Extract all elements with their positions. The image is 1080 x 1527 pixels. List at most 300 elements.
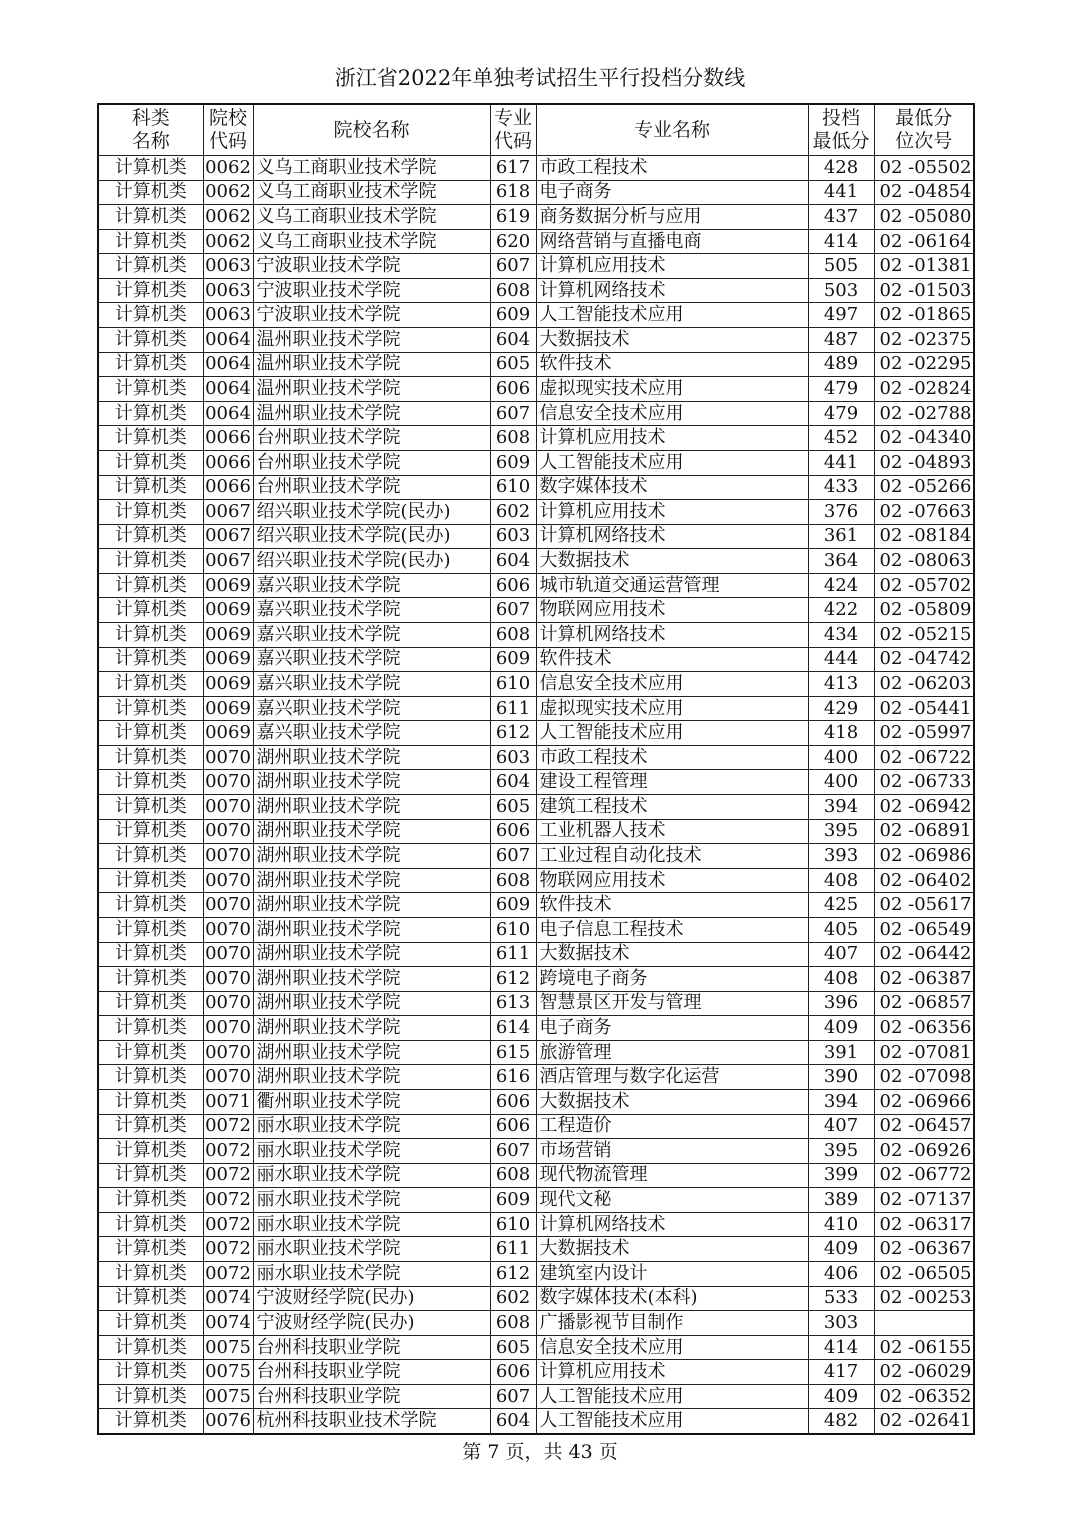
cell-school-name: 丽水职业技术学院 (253, 1212, 490, 1237)
cell-school-code: 0070 (203, 770, 253, 795)
cell-school-code: 0070 (203, 819, 253, 844)
cell-category: 计算机类 (98, 524, 203, 549)
cell-major-code: 608 (490, 622, 536, 647)
cell-major-name: 数字媒体技术(本科) (536, 1286, 808, 1311)
cell-school-code: 0070 (203, 917, 253, 942)
cell-school-code: 0072 (203, 1262, 253, 1287)
cell-major-code: 603 (490, 745, 536, 770)
cell-category: 计算机类 (98, 819, 203, 844)
cell-school-name: 义乌工商职业技术学院 (253, 156, 490, 181)
cell-school-name: 嘉兴职业技术学院 (253, 672, 490, 697)
cell-category: 计算机类 (98, 795, 203, 820)
cell-min-score: 418 (808, 721, 874, 746)
cell-school-name: 湖州职业技术学院 (253, 1065, 490, 1090)
cell-min-rank: 02 -06722 (874, 745, 974, 770)
cell-min-rank: 02 -08063 (874, 549, 974, 574)
cell-school-code: 0062 (203, 180, 253, 205)
cell-school-name: 绍兴职业技术学院(民办) (253, 500, 490, 525)
cell-category: 计算机类 (98, 942, 203, 967)
cell-school-code: 0062 (203, 229, 253, 254)
cell-major-name: 大数据技术 (536, 1089, 808, 1114)
cell-min-rank: 02 -02641 (874, 1409, 974, 1434)
cell-school-name: 宁波职业技术学院 (253, 254, 490, 279)
cell-school-name: 嘉兴职业技术学院 (253, 622, 490, 647)
table-row (98, 229, 974, 254)
cell-min-rank: 02 -04340 (874, 426, 974, 451)
cell-major-code: 608 (490, 426, 536, 451)
cell-school-code: 0072 (203, 1114, 253, 1139)
table-row (98, 647, 974, 672)
cell-major-code: 608 (490, 1311, 536, 1336)
table-row (98, 303, 974, 328)
cell-min-rank: 02 -07663 (874, 500, 974, 525)
cell-min-rank: 02 -06926 (874, 1139, 974, 1164)
cell-school-name: 湖州职业技术学院 (253, 795, 490, 820)
cell-major-name: 现代文秘 (536, 1188, 808, 1213)
table-row (98, 549, 974, 574)
table-row (98, 893, 974, 918)
cell-major-name: 旅游管理 (536, 1040, 808, 1065)
cell-category: 计算机类 (98, 1139, 203, 1164)
cell-category: 计算机类 (98, 229, 203, 254)
cell-school-name: 台州科技职业学院 (253, 1384, 490, 1409)
page-footer: 第 7 页，共 43 页 (462, 1441, 618, 1463)
table-row (98, 1409, 974, 1434)
cell-category: 计算机类 (98, 622, 203, 647)
cell-school-name: 台州职业技术学院 (253, 450, 490, 475)
cell-major-name: 市政工程技术 (536, 156, 808, 181)
cell-category: 计算机类 (98, 1188, 203, 1213)
cell-min-score: 409 (808, 1016, 874, 1041)
cell-min-rank: 02 -07137 (874, 1188, 974, 1213)
cell-category: 计算机类 (98, 180, 203, 205)
cell-major-code: 610 (490, 475, 536, 500)
cell-min-score: 452 (808, 426, 874, 451)
cell-category: 计算机类 (98, 205, 203, 230)
cell-school-code: 0070 (203, 967, 253, 992)
cell-min-score: 364 (808, 549, 874, 574)
cell-school-code: 0063 (203, 278, 253, 303)
cell-min-score: 409 (808, 1237, 874, 1262)
cell-min-rank: 02 -06387 (874, 967, 974, 992)
cell-min-score: 406 (808, 1262, 874, 1287)
cell-min-score: 503 (808, 278, 874, 303)
cell-min-rank: 02 -02788 (874, 401, 974, 426)
table-row (98, 1212, 974, 1237)
cell-major-name: 城市轨道交通运营管理 (536, 573, 808, 598)
cell-min-score: 395 (808, 819, 874, 844)
cell-school-name: 丽水职业技术学院 (253, 1188, 490, 1213)
cell-category: 计算机类 (98, 1286, 203, 1311)
cell-major-name: 市场营销 (536, 1139, 808, 1164)
cell-min-rank: 02 -06549 (874, 917, 974, 942)
table-row (98, 1089, 974, 1114)
cell-min-rank: 02 -04893 (874, 450, 974, 475)
cell-min-rank: 02 -06352 (874, 1384, 974, 1409)
table-row (98, 795, 974, 820)
cell-min-score: 424 (808, 573, 874, 598)
cell-school-name: 台州职业技术学院 (253, 475, 490, 500)
cell-major-code: 610 (490, 672, 536, 697)
table-row (98, 672, 974, 697)
table-row (98, 524, 974, 549)
cell-major-code: 613 (490, 991, 536, 1016)
cell-min-score: 391 (808, 1040, 874, 1065)
cell-major-code: 605 (490, 795, 536, 820)
cell-major-code: 604 (490, 549, 536, 574)
cell-major-code: 602 (490, 1286, 536, 1311)
cell-school-name: 丽水职业技术学院 (253, 1114, 490, 1139)
cell-min-score: 479 (808, 401, 874, 426)
cell-school-name: 温州职业技术学院 (253, 377, 490, 402)
cell-category: 计算机类 (98, 745, 203, 770)
cell-school-name: 杭州科技职业技术学院 (253, 1409, 490, 1434)
cell-major-name: 大数据技术 (536, 1237, 808, 1262)
cell-major-code: 607 (490, 1384, 536, 1409)
cell-school-code: 0069 (203, 598, 253, 623)
table-row (98, 1016, 974, 1041)
cell-major-code: 606 (490, 1114, 536, 1139)
table-row (98, 278, 974, 303)
cell-school-name: 台州科技职业学院 (253, 1335, 490, 1360)
cell-major-code: 602 (490, 500, 536, 525)
cell-min-score: 487 (808, 328, 874, 353)
cell-min-rank: 02 -05266 (874, 475, 974, 500)
cell-school-code: 0064 (203, 401, 253, 426)
table-row (98, 500, 974, 525)
table-row (98, 942, 974, 967)
cell-major-name: 人工智能技术应用 (536, 303, 808, 328)
cell-category: 计算机类 (98, 549, 203, 574)
cell-min-rank: 02 -06442 (874, 942, 974, 967)
header-school-name: 院校名称 (253, 104, 490, 156)
cell-school-code: 0069 (203, 696, 253, 721)
cell-category: 计算机类 (98, 1262, 203, 1287)
cell-major-name: 工业机器人技术 (536, 819, 808, 844)
cell-min-rank: 02 -06966 (874, 1089, 974, 1114)
cell-school-name: 湖州职业技术学院 (253, 942, 490, 967)
cell-min-score: 394 (808, 795, 874, 820)
cell-school-name: 宁波财经学院(民办) (253, 1311, 490, 1336)
cell-school-code: 0069 (203, 622, 253, 647)
table-row (98, 770, 974, 795)
cell-major-name: 建筑工程技术 (536, 795, 808, 820)
cell-category: 计算机类 (98, 573, 203, 598)
cell-min-rank: 02 -02824 (874, 377, 974, 402)
cell-min-score: 444 (808, 647, 874, 672)
cell-major-code: 610 (490, 1212, 536, 1237)
cell-category: 计算机类 (98, 500, 203, 525)
cell-category: 计算机类 (98, 844, 203, 869)
cell-min-score: 489 (808, 352, 874, 377)
cell-major-code: 610 (490, 917, 536, 942)
cell-school-code: 0072 (203, 1163, 253, 1188)
header-category: 科类 名称 (98, 104, 203, 156)
cell-min-rank: 02 -06164 (874, 229, 974, 254)
cell-min-rank: 02 -01503 (874, 278, 974, 303)
cell-min-rank: 02 -06942 (874, 795, 974, 820)
cell-min-score: 414 (808, 1335, 874, 1360)
cell-min-score: 399 (808, 1163, 874, 1188)
cell-min-score: 410 (808, 1212, 874, 1237)
table-row (98, 868, 974, 893)
cell-school-name: 绍兴职业技术学院(民办) (253, 549, 490, 574)
cell-major-name: 网络营销与直播电商 (536, 229, 808, 254)
cell-major-code: 607 (490, 844, 536, 869)
table-row (98, 967, 974, 992)
cell-school-name: 丽水职业技术学院 (253, 1163, 490, 1188)
cell-school-name: 义乌工商职业技术学院 (253, 180, 490, 205)
cell-major-name: 电子商务 (536, 180, 808, 205)
table-row (98, 819, 974, 844)
cell-major-name: 计算机网络技术 (536, 622, 808, 647)
cell-category: 计算机类 (98, 426, 203, 451)
cell-school-name: 绍兴职业技术学院(民办) (253, 524, 490, 549)
cell-school-name: 嘉兴职业技术学院 (253, 721, 490, 746)
cell-major-code: 618 (490, 180, 536, 205)
cell-category: 计算机类 (98, 1335, 203, 1360)
cell-major-code: 607 (490, 254, 536, 279)
header-major-code: 专业 代码 (490, 104, 536, 156)
cell-min-score: 533 (808, 1286, 874, 1311)
cell-major-name: 虚拟现实技术应用 (536, 696, 808, 721)
table-row (98, 1335, 974, 1360)
cell-min-score: 479 (808, 377, 874, 402)
cell-category: 计算机类 (98, 450, 203, 475)
cell-min-rank: 02 -01865 (874, 303, 974, 328)
cell-min-score: 408 (808, 868, 874, 893)
cell-min-rank: 02 -06986 (874, 844, 974, 869)
cell-category: 计算机类 (98, 967, 203, 992)
cell-major-code: 617 (490, 156, 536, 181)
cell-category: 计算机类 (98, 352, 203, 377)
cell-school-code: 0063 (203, 303, 253, 328)
cell-school-name: 嘉兴职业技术学院 (253, 598, 490, 623)
cell-category: 计算机类 (98, 377, 203, 402)
cell-school-code: 0070 (203, 991, 253, 1016)
cell-major-code: 612 (490, 721, 536, 746)
cell-major-code: 611 (490, 696, 536, 721)
cell-school-code: 0069 (203, 647, 253, 672)
cell-major-name: 市政工程技术 (536, 745, 808, 770)
table-row (98, 254, 974, 279)
cell-school-name: 湖州职业技术学院 (253, 770, 490, 795)
cell-major-code: 614 (490, 1016, 536, 1041)
table-row (98, 622, 974, 647)
cell-min-score: 389 (808, 1188, 874, 1213)
cell-category: 计算机类 (98, 1040, 203, 1065)
cell-major-name: 人工智能技术应用 (536, 1384, 808, 1409)
cell-major-code: 606 (490, 377, 536, 402)
cell-category: 计算机类 (98, 475, 203, 500)
cell-min-rank: 02 -05997 (874, 721, 974, 746)
cell-min-rank: 02 -01381 (874, 254, 974, 279)
cell-min-rank: 02 -06772 (874, 1163, 974, 1188)
cell-min-score: 433 (808, 475, 874, 500)
cell-category: 计算机类 (98, 328, 203, 353)
cell-school-code: 0070 (203, 844, 253, 869)
cell-school-code: 0069 (203, 672, 253, 697)
cell-school-code: 0066 (203, 450, 253, 475)
cell-major-name: 软件技术 (536, 893, 808, 918)
cell-category: 计算机类 (98, 278, 203, 303)
cell-min-rank: 02 -05215 (874, 622, 974, 647)
cell-min-score: 434 (808, 622, 874, 647)
table-row (98, 377, 974, 402)
cell-min-rank: 02 -06402 (874, 868, 974, 893)
cell-major-code: 609 (490, 303, 536, 328)
cell-major-name: 现代物流管理 (536, 1163, 808, 1188)
cell-school-code: 0071 (203, 1089, 253, 1114)
cell-school-code: 0075 (203, 1335, 253, 1360)
cell-school-code: 0064 (203, 377, 253, 402)
cell-school-name: 宁波职业技术学院 (253, 278, 490, 303)
cell-school-code: 0070 (203, 795, 253, 820)
cell-min-rank: 02 -02375 (874, 328, 974, 353)
table-row (98, 328, 974, 353)
cell-major-code: 611 (490, 1237, 536, 1262)
cell-major-name: 人工智能技术应用 (536, 450, 808, 475)
cell-school-code: 0070 (203, 942, 253, 967)
cell-school-name: 丽水职业技术学院 (253, 1262, 490, 1287)
cell-school-name: 嘉兴职业技术学院 (253, 573, 490, 598)
cell-major-code: 606 (490, 1360, 536, 1385)
cell-category: 计算机类 (98, 254, 203, 279)
cell-min-rank: 02 -05441 (874, 696, 974, 721)
cell-min-rank: 02 -05502 (874, 156, 974, 181)
cell-school-code: 0067 (203, 524, 253, 549)
cell-min-score: 376 (808, 500, 874, 525)
cell-min-score: 437 (808, 205, 874, 230)
cell-min-score: 408 (808, 967, 874, 992)
table-row (98, 180, 974, 205)
cell-major-code: 607 (490, 598, 536, 623)
cell-school-code: 0069 (203, 573, 253, 598)
cell-school-name: 湖州职业技术学院 (253, 893, 490, 918)
table-row (98, 1040, 974, 1065)
table-row (98, 1262, 974, 1287)
cell-min-rank: 02 -06317 (874, 1212, 974, 1237)
header-school-code: 院校 代码 (203, 104, 253, 156)
cell-major-code: 604 (490, 770, 536, 795)
table-row (98, 1286, 974, 1311)
cell-school-name: 湖州职业技术学院 (253, 1016, 490, 1041)
cell-min-score: 429 (808, 696, 874, 721)
cell-min-rank: 02 -06857 (874, 991, 974, 1016)
cell-major-code: 607 (490, 1139, 536, 1164)
cell-major-code: 603 (490, 524, 536, 549)
table-row (98, 844, 974, 869)
cell-school-code: 0072 (203, 1212, 253, 1237)
cell-min-rank: 02 -06505 (874, 1262, 974, 1287)
cell-min-score: 405 (808, 917, 874, 942)
cell-category: 计算机类 (98, 770, 203, 795)
page-title: 浙江省2022年单独考试招生平行投档分数线 (334, 66, 746, 90)
cell-major-name: 大数据技术 (536, 328, 808, 353)
cell-major-name: 软件技术 (536, 647, 808, 672)
table-header-row (98, 104, 974, 156)
cell-major-name: 大数据技术 (536, 942, 808, 967)
cell-major-name: 智慧景区开发与管理 (536, 991, 808, 1016)
cell-min-score: 400 (808, 745, 874, 770)
cell-min-score: 361 (808, 524, 874, 549)
cell-min-score: 407 (808, 1114, 874, 1139)
table-row (98, 991, 974, 1016)
cell-major-code: 608 (490, 278, 536, 303)
cell-category: 计算机类 (98, 401, 203, 426)
cell-school-code: 0074 (203, 1286, 253, 1311)
cell-category: 计算机类 (98, 1065, 203, 1090)
cell-school-name: 湖州职业技术学院 (253, 844, 490, 869)
cell-min-score: 407 (808, 942, 874, 967)
cell-school-code: 0062 (203, 156, 253, 181)
cell-major-code: 606 (490, 1089, 536, 1114)
cell-school-name: 湖州职业技术学院 (253, 819, 490, 844)
cell-major-name: 人工智能技术应用 (536, 1409, 808, 1434)
cell-major-name: 商务数据分析与应用 (536, 205, 808, 230)
cell-major-name: 软件技术 (536, 352, 808, 377)
cell-major-name: 计算机网络技术 (536, 1212, 808, 1237)
cell-major-name: 跨境电子商务 (536, 967, 808, 992)
cell-major-code: 606 (490, 819, 536, 844)
cell-major-name: 物联网应用技术 (536, 868, 808, 893)
cell-category: 计算机类 (98, 1089, 203, 1114)
cell-major-code: 609 (490, 647, 536, 672)
cell-school-name: 湖州职业技术学院 (253, 745, 490, 770)
cell-school-code: 0066 (203, 475, 253, 500)
header-min-rank: 最低分 位次号 (874, 104, 974, 156)
cell-min-score: 425 (808, 893, 874, 918)
table-row (98, 352, 974, 377)
cell-major-name: 工程造价 (536, 1114, 808, 1139)
cell-min-score: 414 (808, 229, 874, 254)
cell-school-name: 宁波职业技术学院 (253, 303, 490, 328)
header-major-name: 专业名称 (536, 104, 808, 156)
cell-school-code: 0067 (203, 500, 253, 525)
cell-school-code: 0062 (203, 205, 253, 230)
cell-school-code: 0070 (203, 1016, 253, 1041)
table-row (98, 1188, 974, 1213)
cell-school-code: 0064 (203, 352, 253, 377)
cell-school-name: 义乌工商职业技术学院 (253, 229, 490, 254)
cell-min-rank: 02 -02295 (874, 352, 974, 377)
cell-min-score: 394 (808, 1089, 874, 1114)
cell-school-name: 丽水职业技术学院 (253, 1139, 490, 1164)
cell-min-rank: 02 -05809 (874, 598, 974, 623)
cell-category: 计算机类 (98, 303, 203, 328)
table-row (98, 1139, 974, 1164)
cell-min-score: 393 (808, 844, 874, 869)
cell-min-rank: 02 -00253 (874, 1286, 974, 1311)
cell-min-score: 390 (808, 1065, 874, 1090)
cell-min-score: 441 (808, 180, 874, 205)
cell-category: 计算机类 (98, 1409, 203, 1434)
table-row (98, 1114, 974, 1139)
cell-school-code: 0067 (203, 549, 253, 574)
cell-major-name: 信息安全技术应用 (536, 1335, 808, 1360)
cell-major-code: 608 (490, 1163, 536, 1188)
cell-major-name: 计算机网络技术 (536, 524, 808, 549)
cell-major-name: 计算机应用技术 (536, 426, 808, 451)
table-row (98, 721, 974, 746)
cell-major-code: 604 (490, 1409, 536, 1434)
table-row (98, 426, 974, 451)
table-row (98, 1163, 974, 1188)
cell-category: 计算机类 (98, 1163, 203, 1188)
cell-min-score: 417 (808, 1360, 874, 1385)
cell-min-rank: 02 -06891 (874, 819, 974, 844)
cell-major-name: 计算机应用技术 (536, 254, 808, 279)
